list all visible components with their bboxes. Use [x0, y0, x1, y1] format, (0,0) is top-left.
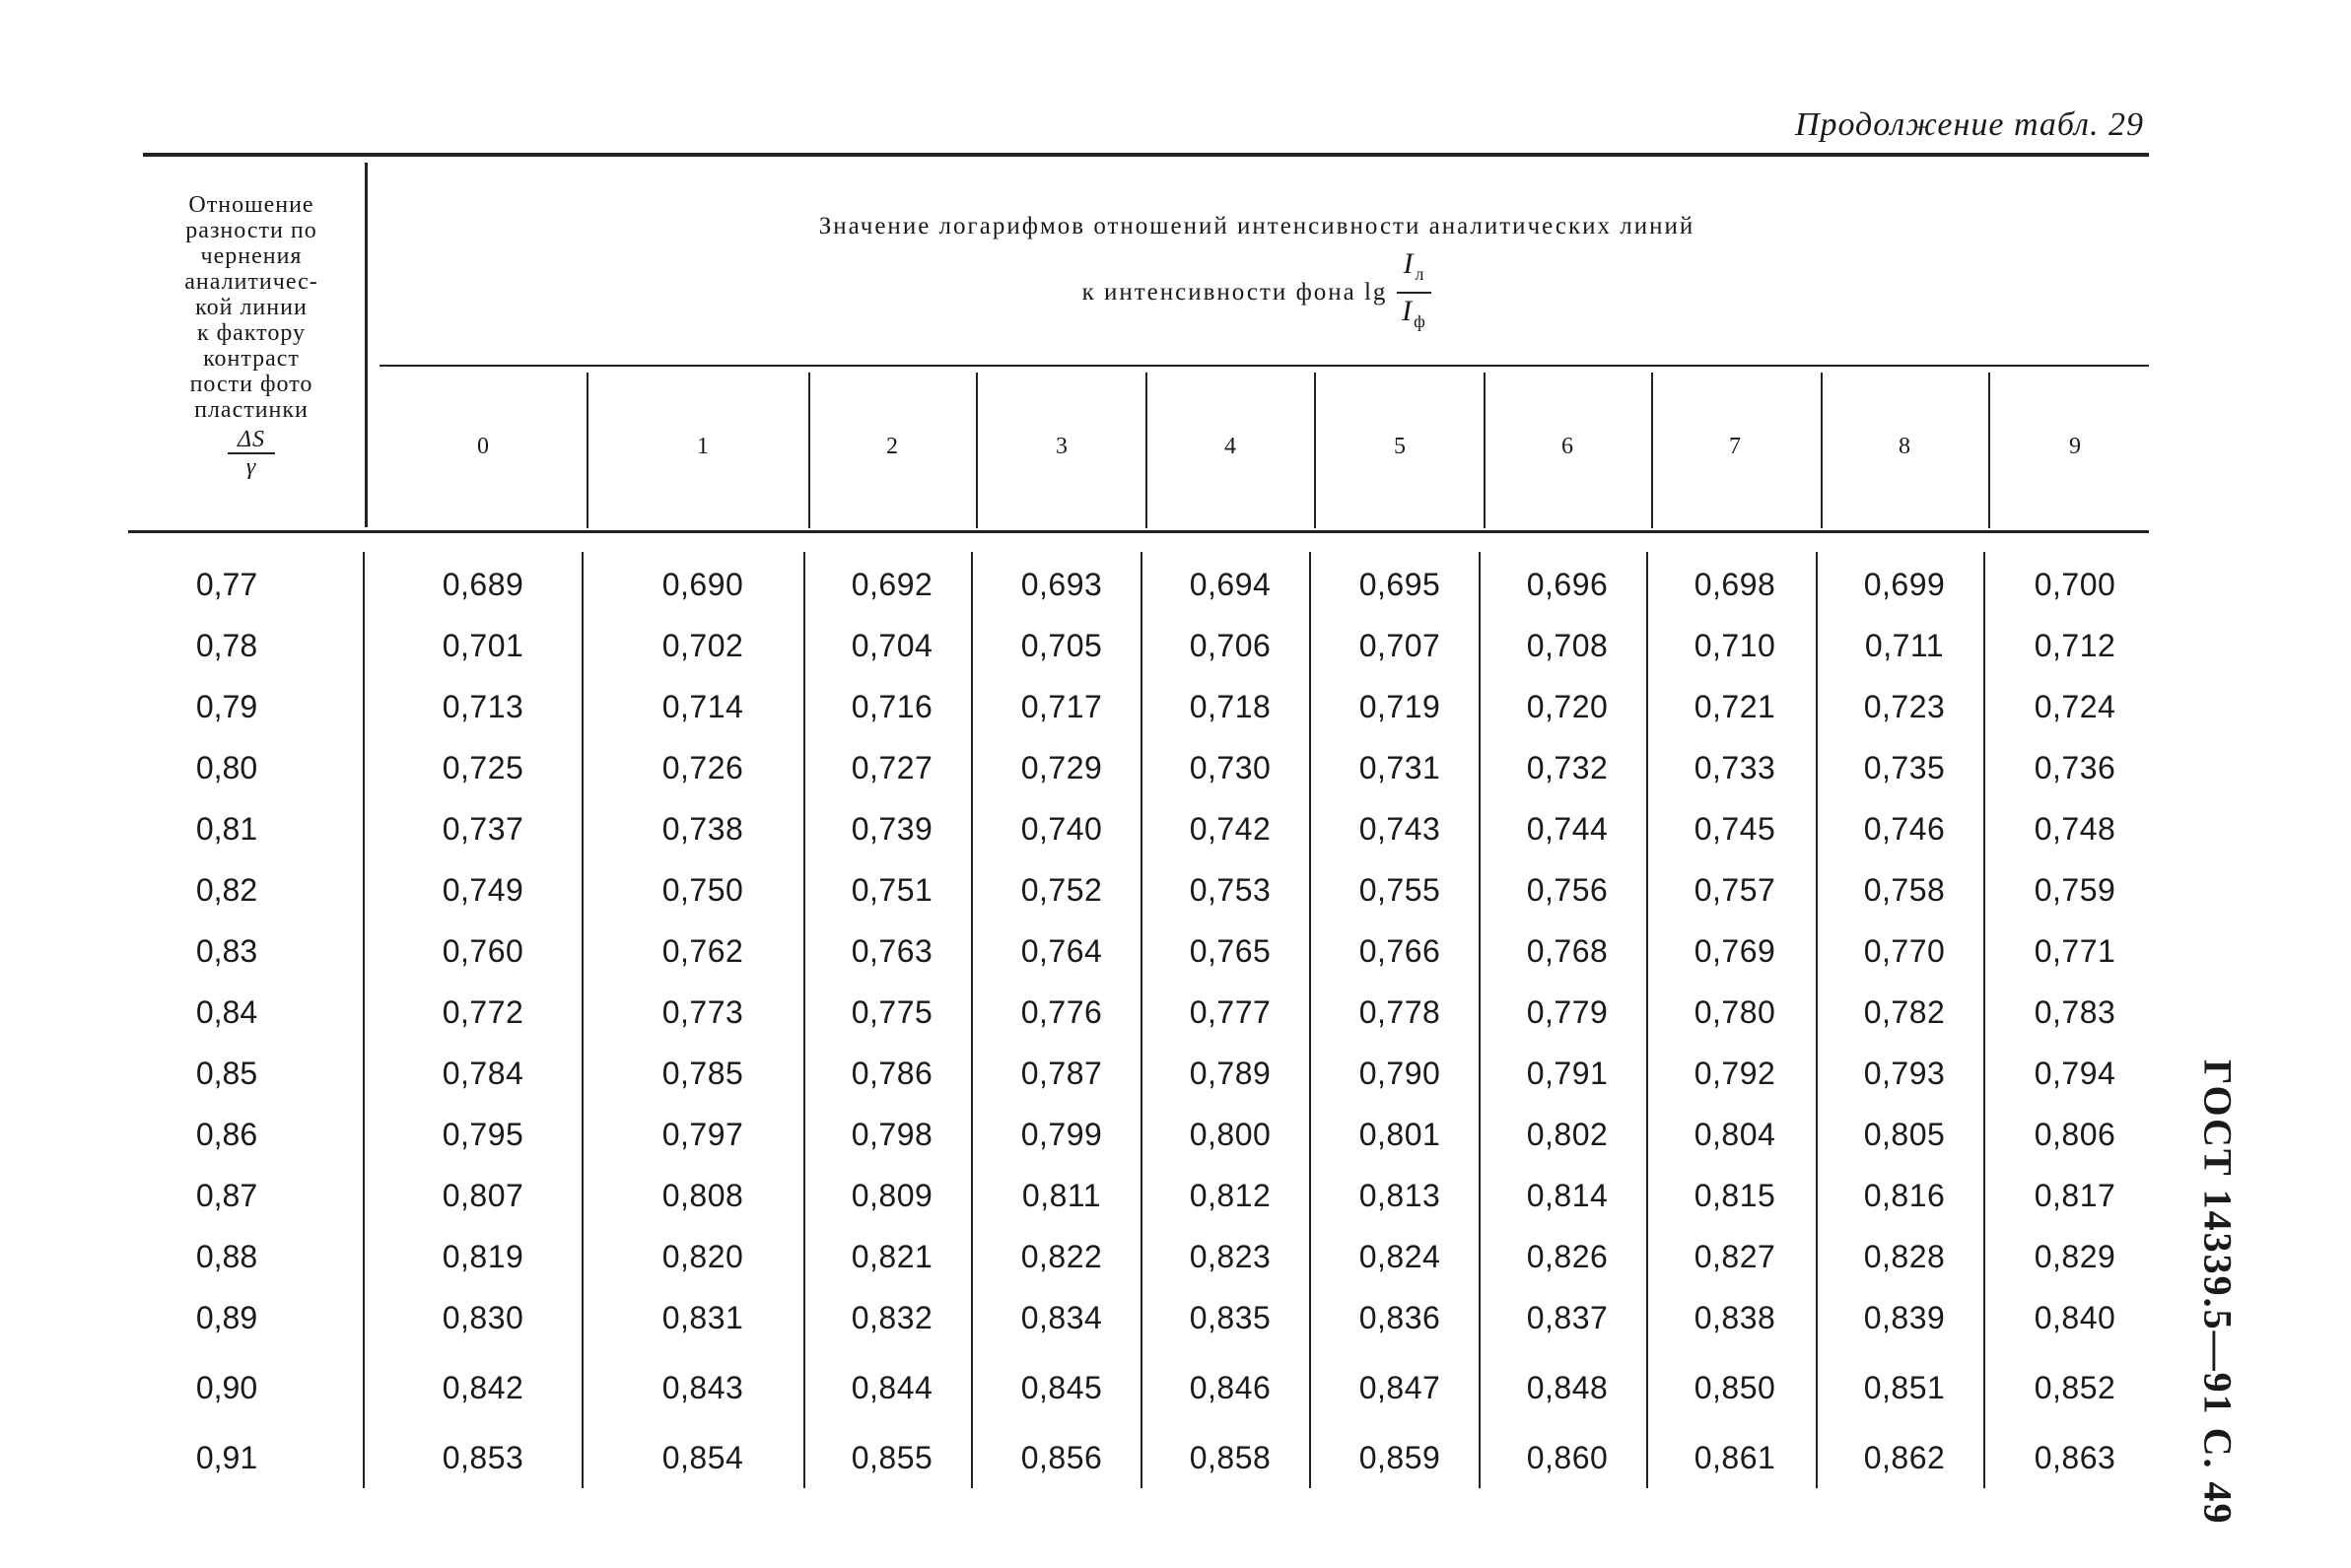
table-cell: 0,858	[1189, 1440, 1272, 1475]
row-label: 0,86	[195, 1117, 258, 1152]
table-cell: 0,845	[1020, 1370, 1103, 1405]
table-cell: 0,765	[1189, 933, 1272, 969]
intensity-ratio-fraction: $\frac{I_л}{I_ф}$	[1397, 246, 1431, 339]
table-cell: 0,852	[2034, 1370, 2116, 1405]
table-cell: 0,771	[2034, 933, 2116, 969]
table-cell: 0,824	[1358, 1239, 1441, 1274]
table-cell: 0,831	[661, 1300, 744, 1335]
table-cell: 0,742	[1189, 811, 1272, 847]
table-cell: 0,790	[1358, 1056, 1441, 1091]
table-cell: 0,752	[1020, 872, 1103, 908]
stub-header-line: к фактору	[196, 320, 307, 346]
table-cell: 0,729	[1020, 750, 1103, 785]
table-cell: 0,726	[661, 750, 744, 785]
table-cell: 0,700	[2034, 567, 2116, 602]
table-cell: 0,820	[661, 1239, 744, 1274]
table-cell: 0,762	[661, 933, 744, 969]
table-cell: 0,731	[1358, 750, 1441, 785]
table-cell: 0,840	[2034, 1300, 2116, 1335]
table-cell: 0,745	[1694, 811, 1776, 847]
table-cell: 0,750	[661, 872, 744, 908]
table-cell: 0,711	[1864, 628, 1945, 663]
row-label: 0,89	[195, 1300, 258, 1335]
row-label: 0,77	[195, 567, 258, 602]
table-cell: 0,813	[1358, 1178, 1441, 1213]
table-cell: 0,805	[1863, 1117, 1946, 1152]
table-cell: 0,733	[1694, 750, 1776, 785]
table-cell: 0,827	[1694, 1239, 1776, 1274]
table-cell: 0,792	[1694, 1056, 1776, 1091]
table-cell: 0,716	[851, 689, 933, 724]
table-cell: 0,835	[1189, 1300, 1272, 1335]
stub-header-line: чернения	[200, 243, 303, 269]
table-cell: 0,814	[1526, 1178, 1609, 1213]
table-cell: 0,732	[1526, 750, 1609, 785]
table-cell: 0,848	[1526, 1370, 1609, 1405]
column-header: 8	[1899, 434, 1910, 459]
table-cell: 0,718	[1189, 689, 1272, 724]
table-cell: 0,807	[442, 1178, 524, 1213]
table-cell: 0,842	[442, 1370, 524, 1405]
stub-header-line: контраст	[203, 346, 300, 372]
table-cell: 0,795	[442, 1117, 524, 1152]
row-label: 0,79	[195, 689, 258, 724]
table-cell: 0,860	[1526, 1440, 1609, 1475]
delta-s-over-gamma: $\frac{\Delta S}{\gamma}$	[228, 427, 275, 480]
table-cell: 0,727	[851, 750, 933, 785]
table-cell: 0,723	[1863, 689, 1946, 724]
column-header: 6	[1561, 434, 1573, 459]
column-divider-header	[1988, 373, 1990, 528]
table-cell: 0,755	[1358, 872, 1441, 908]
table-cell: 0,854	[661, 1440, 744, 1475]
row-label: 0,91	[195, 1440, 258, 1475]
table-cell: 0,823	[1189, 1239, 1272, 1274]
table-cell: 0,708	[1526, 628, 1609, 663]
table-cell: 0,834	[1020, 1300, 1103, 1335]
column-divider	[1816, 552, 1818, 1488]
table-cell: 0,804	[1694, 1117, 1776, 1152]
table-cell: 0,851	[1863, 1370, 1946, 1405]
column-divider	[971, 552, 973, 1488]
column-divider	[803, 552, 805, 1488]
table-cell: 0,806	[2034, 1117, 2116, 1152]
table-cell: 0,738	[661, 811, 744, 847]
table-cell: 0,839	[1863, 1300, 1946, 1335]
table-cell: 0,802	[1526, 1117, 1609, 1152]
table-cell: 0,696	[1526, 567, 1609, 602]
table-cell: 0,780	[1694, 994, 1776, 1030]
table-cell: 0,859	[1358, 1440, 1441, 1475]
row-label: 0,83	[195, 933, 258, 969]
table-cell: 0,736	[2034, 750, 2116, 785]
table-cell: 0,704	[851, 628, 933, 663]
table-cell: 0,692	[851, 567, 933, 602]
header-bottom-rule	[128, 530, 2149, 533]
row-label: 0,90	[195, 1370, 258, 1405]
column-header: 5	[1394, 434, 1406, 459]
table-cell: 0,763	[851, 933, 933, 969]
stub-header	[138, 192, 365, 480]
table-cell: 0,730	[1189, 750, 1272, 785]
column-divider	[1309, 552, 1311, 1488]
table-cell: 0,836	[1358, 1300, 1441, 1335]
table-cell: 0,713	[442, 689, 524, 724]
table-cell: 0,816	[1863, 1178, 1946, 1213]
table-cell: 0,855	[851, 1440, 933, 1475]
stub-header-line: пластинки	[194, 397, 309, 423]
row-label: 0,80	[195, 750, 258, 785]
table-cell: 0,712	[2034, 628, 2116, 663]
row-label: 0,81	[195, 811, 258, 847]
table-cell: 0,724	[2034, 689, 2116, 724]
table-cell: 0,764	[1020, 933, 1103, 969]
table-cell: 0,817	[2034, 1178, 2116, 1213]
span-header-line1: Значение логарифмов отношений интенсивности аналитических линий	[818, 213, 1695, 239]
table-cell: 0,773	[661, 994, 744, 1030]
table-cell: 0,850	[1694, 1370, 1776, 1405]
table-cell: 0,812	[1189, 1178, 1272, 1213]
table-cell: 0,714	[661, 689, 744, 724]
table-cell: 0,808	[661, 1178, 744, 1213]
table-cell: 0,811	[1021, 1178, 1102, 1213]
column-header: 7	[1729, 434, 1741, 459]
table-cell: 0,826	[1526, 1239, 1609, 1274]
column-divider-header	[587, 373, 588, 528]
table-cell: 0,779	[1526, 994, 1609, 1030]
top-rule	[143, 153, 2149, 157]
table-cell: 0,768	[1526, 933, 1609, 969]
row-label: 0,85	[195, 1056, 258, 1091]
table-cell: 0,829	[2034, 1239, 2116, 1274]
table-cell: 0,748	[2034, 811, 2116, 847]
row-label: 0,82	[195, 872, 258, 908]
column-divider	[1479, 552, 1481, 1488]
table-cell: 0,706	[1189, 628, 1272, 663]
table-cell: 0,702	[661, 628, 744, 663]
table-cell: 0,766	[1358, 933, 1441, 969]
table-cell: 0,844	[851, 1370, 933, 1405]
table-cell: 0,694	[1189, 567, 1272, 602]
subheader-rule	[380, 365, 2149, 367]
stub-divider	[363, 552, 365, 1488]
column-divider-header	[1821, 373, 1823, 528]
table-cell: 0,786	[851, 1056, 933, 1091]
table-cell: 0,757	[1694, 872, 1776, 908]
span-header	[365, 207, 2149, 339]
table-cell: 0,793	[1863, 1056, 1946, 1091]
column-header: 3	[1056, 434, 1068, 459]
table-cell: 0,698	[1694, 567, 1776, 602]
table-cell: 0,863	[2034, 1440, 2116, 1475]
table-cell: 0,838	[1694, 1300, 1776, 1335]
column-divider-header	[1484, 373, 1486, 528]
table-cell: 0,776	[1020, 994, 1103, 1030]
table-cell: 0,819	[442, 1239, 524, 1274]
table-cell: 0,769	[1694, 933, 1776, 969]
table-cell: 0,800	[1189, 1117, 1272, 1152]
column-divider-header	[1145, 373, 1147, 528]
table-cell: 0,777	[1189, 994, 1272, 1030]
table-cell: 0,791	[1526, 1056, 1609, 1091]
table-cell: 0,837	[1526, 1300, 1609, 1335]
table-cell: 0,856	[1020, 1440, 1103, 1475]
table-cell: 0,809	[851, 1178, 933, 1213]
table-cell: 0,739	[851, 811, 933, 847]
table-cell: 0,746	[1863, 811, 1946, 847]
table-cell: 0,753	[1189, 872, 1272, 908]
table-cell: 0,735	[1863, 750, 1946, 785]
column-divider-header	[808, 373, 810, 528]
table-cell: 0,828	[1863, 1239, 1946, 1274]
column-header: 9	[2069, 434, 2081, 459]
stub-header-line: пости фото	[189, 372, 313, 397]
stub-header-line: разности по	[185, 218, 317, 243]
table-cell: 0,799	[1020, 1117, 1103, 1152]
table-cell: 0,853	[442, 1440, 524, 1475]
table-cell: 0,797	[661, 1117, 744, 1152]
table-cell: 0,721	[1694, 689, 1776, 724]
stub-header-line: Отношение	[188, 192, 314, 218]
table-cell: 0,760	[442, 933, 524, 969]
span-header-line2: к интенсивности фона lg	[1081, 279, 1388, 306]
column-divider	[582, 552, 584, 1488]
table-cell: 0,720	[1526, 689, 1609, 724]
column-divider-header	[976, 373, 978, 528]
table-cell: 0,705	[1020, 628, 1103, 663]
table-cell: 0,783	[2034, 994, 2116, 1030]
table-cell: 0,794	[2034, 1056, 2116, 1091]
column-header: 4	[1224, 434, 1236, 459]
row-label: 0,78	[195, 628, 258, 663]
side-page-label: ГОСТ 14339.5—91 С. 49	[2195, 1059, 2241, 1526]
column-header: 0	[477, 434, 489, 459]
table-cell: 0,695	[1358, 567, 1441, 602]
table-cell: 0,787	[1020, 1056, 1103, 1091]
table-cell: 0,821	[851, 1239, 933, 1274]
stub-header-line: аналитичес-	[184, 269, 318, 295]
table-cell: 0,707	[1358, 628, 1441, 663]
table-cell: 0,843	[661, 1370, 744, 1405]
table-cell: 0,772	[442, 994, 524, 1030]
stub-header-line: кой линии	[195, 295, 308, 320]
table-cell: 0,744	[1526, 811, 1609, 847]
column-divider	[1141, 552, 1142, 1488]
table-cell: 0,693	[1020, 567, 1103, 602]
column-divider	[1983, 552, 1985, 1488]
table-cell: 0,822	[1020, 1239, 1103, 1274]
table-cell: 0,749	[442, 872, 524, 908]
table-cell: 0,862	[1863, 1440, 1946, 1475]
row-label: 0,87	[195, 1178, 258, 1213]
table-cell: 0,689	[442, 567, 524, 602]
table-cell: 0,710	[1694, 628, 1776, 663]
table-cell: 0,785	[661, 1056, 744, 1091]
table-cell: 0,847	[1358, 1370, 1441, 1405]
column-divider-header	[1651, 373, 1653, 528]
table-caption: Продолжение табл. 29	[1794, 106, 2144, 143]
table-cell: 0,815	[1694, 1178, 1776, 1213]
table-cell: 0,861	[1694, 1440, 1776, 1475]
column-header: 2	[886, 434, 898, 459]
table-cell: 0,798	[851, 1117, 933, 1152]
table-cell: 0,725	[442, 750, 524, 785]
column-header: 1	[697, 434, 709, 459]
table-cell: 0,778	[1358, 994, 1441, 1030]
table-cell: 0,789	[1189, 1056, 1272, 1091]
table-cell: 0,846	[1189, 1370, 1272, 1405]
column-divider	[1646, 552, 1648, 1488]
table-cell: 0,751	[851, 872, 933, 908]
table-cell: 0,759	[2034, 872, 2116, 908]
table-cell: 0,830	[442, 1300, 524, 1335]
table-cell: 0,770	[1863, 933, 1946, 969]
table-cell: 0,740	[1020, 811, 1103, 847]
table-cell: 0,756	[1526, 872, 1609, 908]
table-cell: 0,758	[1863, 872, 1946, 908]
table-cell: 0,699	[1863, 567, 1946, 602]
table-cell: 0,775	[851, 994, 933, 1030]
table-cell: 0,737	[442, 811, 524, 847]
table-cell: 0,801	[1358, 1117, 1441, 1152]
row-label: 0,88	[195, 1239, 258, 1274]
row-label: 0,84	[195, 994, 258, 1030]
column-divider-header	[1314, 373, 1316, 528]
table-cell: 0,717	[1020, 689, 1103, 724]
table-cell: 0,743	[1358, 811, 1441, 847]
table-cell: 0,719	[1358, 689, 1441, 724]
table-cell: 0,782	[1863, 994, 1946, 1030]
table-cell: 0,832	[851, 1300, 933, 1335]
table-cell: 0,701	[442, 628, 524, 663]
table-cell: 0,784	[442, 1056, 524, 1091]
table-cell: 0,690	[661, 567, 744, 602]
